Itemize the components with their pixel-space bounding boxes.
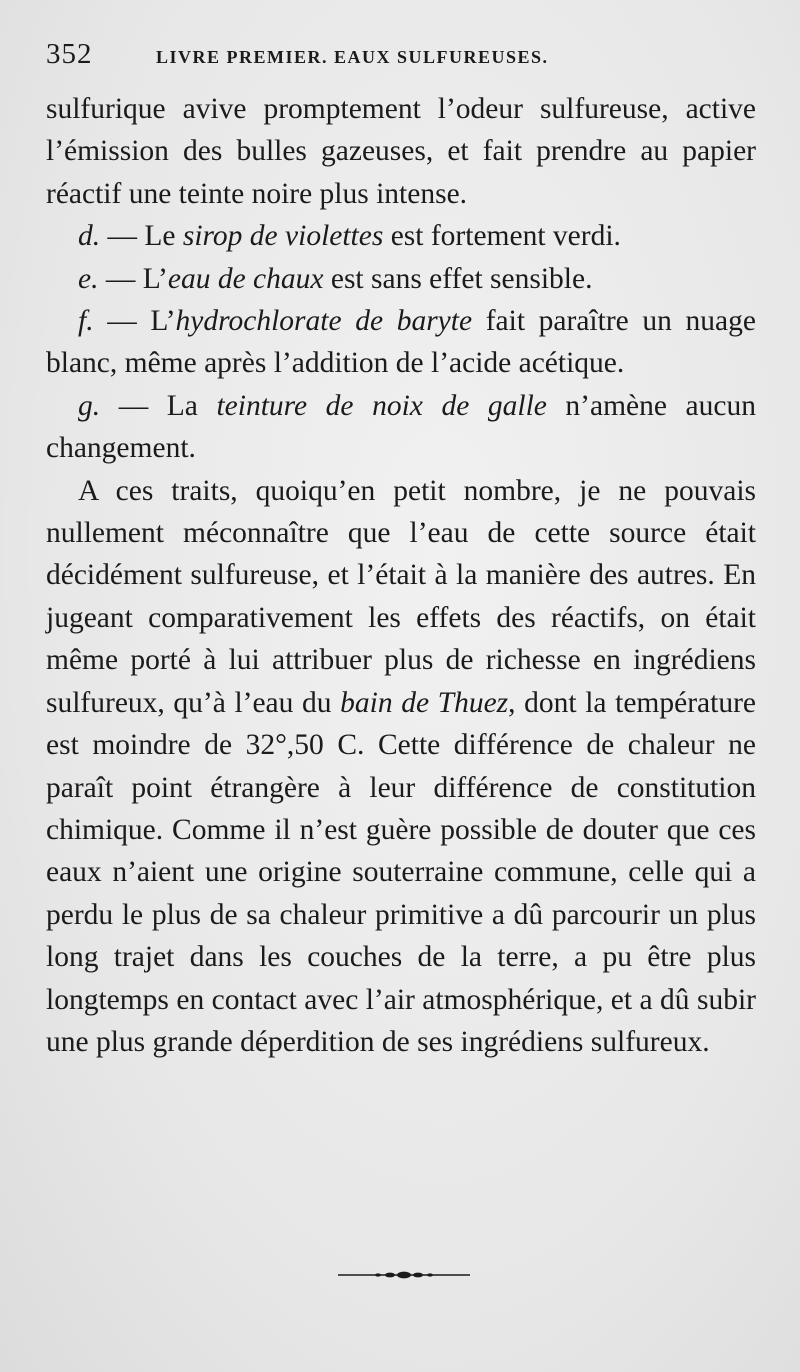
text-run: — L’ <box>93 305 176 338</box>
paragraph <box>46 385 756 470</box>
page-number: 352 <box>46 38 93 70</box>
text-run: d. <box>78 220 101 253</box>
text-run: — Le <box>100 220 183 253</box>
text-run: , dont la température est moindre de 32°,50 C. Cette différence de chaleur ne paraît point étrangère à leur différence de constitution chimique. Comme il n’est guère possible de douter que ces eaux n’aient une origine souterraine commune, celle qui a perdu le plus de sa chaleur primitive a dû parcourir un plus long trajet dans les couches de la terre, a pu être plus longtemps en contact avec l’air atmosphérique, et a dû subir une plus grande déperdition de ses ingrédiens sulfureux. <box>46 686 756 1058</box>
text-run: A ces traits, quoiqu’en petit nombre, je ne pouvais nullement méconnaître que l’eau de cette source était décidément sulfureuse, et l’était à la manière des autres. En jugeant comparativement les effets des réactifs, on était même porté à lui attribuer plus de richesse en ingrédiens sulfureux, qu’à l’eau du <box>46 474 756 719</box>
paragraph <box>46 88 756 215</box>
text-run: sirop de violettes <box>182 220 384 253</box>
text-run: teinture de noix de galle <box>216 389 547 422</box>
text-run: sulfurique avive promptement l’odeur sulfureuse, active l’émission des bulles gazeuses, et fait prendre au papier réactif une teinte noire plus intense. <box>46 93 756 210</box>
text-run: fait paraître un nuage blanc, même après l’addition de l’acide acétique. <box>46 305 756 380</box>
text-run: est fortement verdi. <box>383 220 621 253</box>
text-run: — L’ <box>98 262 168 295</box>
paragraph <box>46 258 756 300</box>
text-run: bain de Thuez <box>340 686 509 719</box>
text-run: n’amène aucun changement. <box>46 389 756 465</box>
end-ornament-icon <box>338 1268 470 1282</box>
text-run: f. <box>78 305 94 338</box>
text-run: eau de chaux <box>167 262 324 295</box>
paragraph <box>46 300 756 385</box>
paragraph <box>46 215 756 257</box>
text-run: e. <box>78 262 99 295</box>
text-run: hydrochlorate de baryte <box>175 305 473 338</box>
text-run: g. <box>78 389 101 422</box>
page-header <box>46 38 754 88</box>
body-text <box>46 88 756 1063</box>
paragraph <box>46 470 756 1064</box>
text-run: est sans effet sensible. <box>323 262 593 295</box>
text-run: — La <box>100 389 217 422</box>
running-head: LIVRE PREMIER. EAUX SULFUREUSES. <box>156 47 549 67</box>
